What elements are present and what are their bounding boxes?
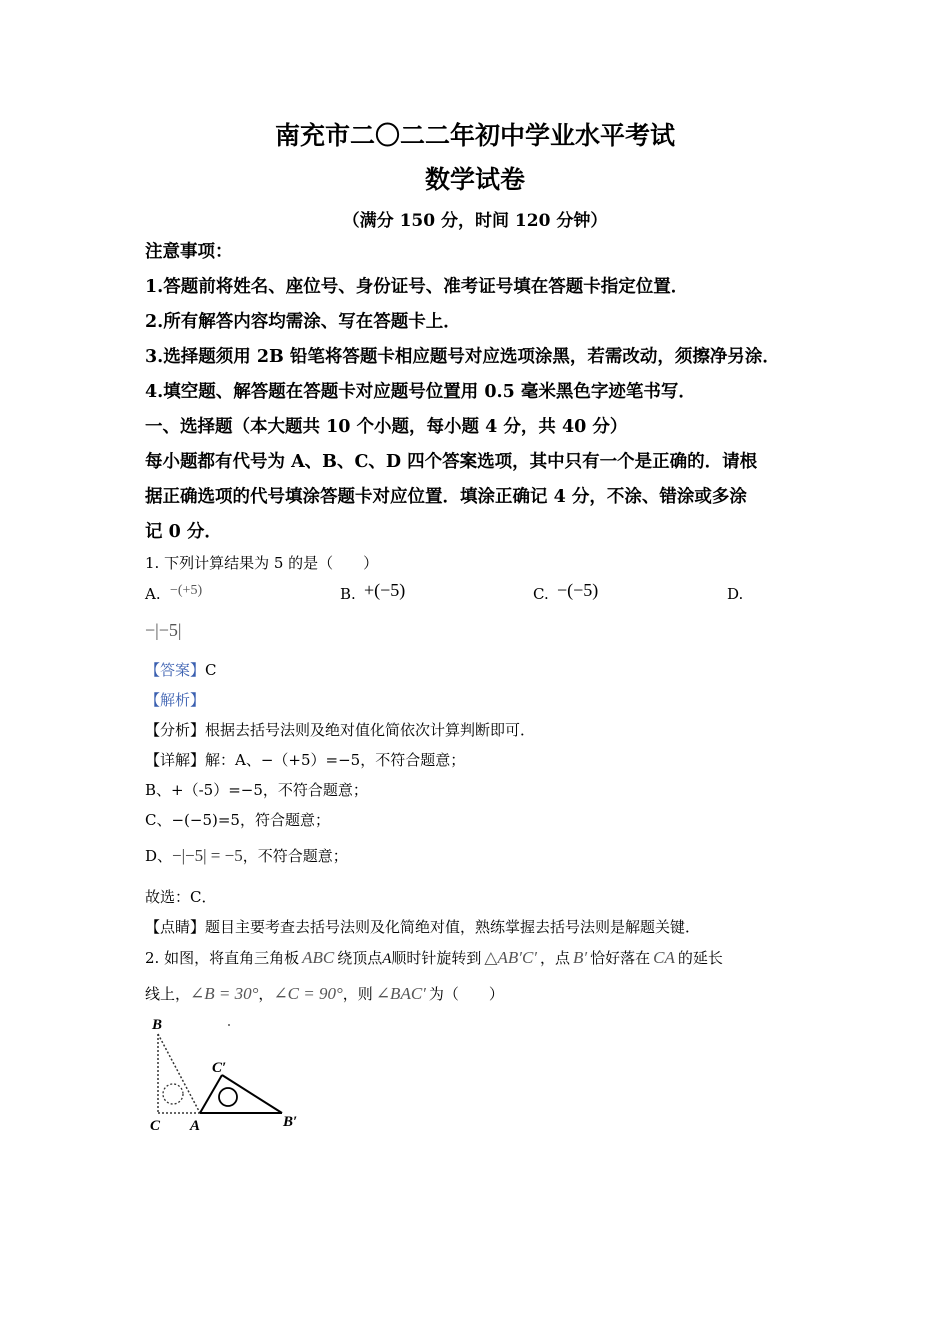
answer-value: C: [205, 661, 217, 679]
label-a: A: [190, 1118, 201, 1134]
q2-angle-c: ∠C = 90°: [273, 984, 343, 1003]
q2-pt-a: A: [382, 951, 392, 967]
q2-text: 绕顶点: [337, 949, 383, 967]
q2-text: 的延长: [677, 949, 723, 967]
label-b: B: [152, 1017, 163, 1033]
detail-d-expr: −|−5| = −5: [172, 846, 243, 865]
q1-option-c-label: C.: [533, 585, 549, 603]
segment-ab: [158, 1034, 200, 1113]
q2-tri: △AB′C′: [484, 948, 538, 967]
q2-text: ，: [258, 985, 274, 1003]
section-heading: 一、选择题（本大题共 10 个小题，每小题 4 分，共 40 分）: [145, 417, 628, 437]
inner-hole-dotted: [163, 1084, 183, 1104]
page-title: 南充市二〇二二年初中学业水平考试: [274, 121, 675, 150]
q2-line-1: [145, 947, 723, 968]
q1-detail-c: C、−(−5)=5，符合题意；: [145, 811, 330, 829]
note-item-2: 2.所有解答内容均需涂、写在答题卡上．: [145, 312, 461, 332]
note-item-3: 3.选择题须用 2B 铅笔将答题卡相应题号对应选项涂黑，若需改动，须擦净另涂．: [145, 347, 780, 367]
inner-hole-solid: [219, 1088, 237, 1106]
section-instruction-3: 记 0 分．: [145, 522, 222, 542]
q2-text: ，点: [540, 949, 571, 967]
answer-tag: 【答案】: [145, 661, 206, 679]
q2-text: ，则: [342, 985, 373, 1003]
q1-option-c-expr: −(−5): [557, 580, 599, 600]
q1-option-b-expr: +(−5): [364, 580, 406, 600]
q1-choose: 故选：C．: [145, 888, 217, 906]
q1-detail-d: [145, 845, 348, 866]
q1-option-a-label: A.: [145, 585, 161, 603]
q1-option-d-expr: −|−5|: [145, 620, 182, 640]
q1-stem: 1. 下列计算结果为 5 的是（ ）: [145, 554, 379, 572]
q2-text: 2. 如图，将直角三角板: [145, 949, 300, 967]
q2-text: 线上，: [145, 985, 191, 1003]
label-c-prime: C′: [212, 1060, 227, 1076]
q2-text: 顺时针旋转到: [391, 949, 482, 967]
label-b-prime: B′: [283, 1114, 298, 1130]
q2-angle-b: ∠B = 30°: [190, 984, 259, 1003]
section-instruction-2: 据正确选项的代号填涂答题卡对应位置．填涂正确记 4 分，不涂、错涂或多涂: [145, 487, 747, 507]
section-instruction-1: 每小题都有代号为 A、B、C、D 四个答案选项，其中只有一个是正确的．请根: [145, 452, 758, 472]
notes-heading: 注意事项：: [145, 242, 233, 262]
q2-angle-q: ∠BAC′: [375, 984, 426, 1003]
exam-info: （满分 150 分，时间 120 分钟）: [342, 211, 608, 231]
triangle-rotation-figure: [140, 1010, 330, 1135]
q1-option-d-label: D.: [727, 585, 744, 603]
q1-fenxi: 【分析】根据去括号法则及绝对值化简依次计算判断即可．: [145, 721, 536, 739]
q2-ca: CA: [653, 948, 675, 967]
q2-text: 为（ ）: [428, 985, 504, 1003]
q1-option-a-expr: −(+5): [170, 583, 203, 598]
q2-line-2: [145, 983, 504, 1004]
q1-comment: 【点睛】题目主要考查去括号法则及化简绝对值，熟练掌握去括号法则是解题关键．: [145, 918, 701, 936]
detail-d-prefix: D、: [145, 847, 173, 865]
segment-bc-prime: [222, 1075, 282, 1113]
q1-answer: [145, 659, 217, 680]
q2-text: 恰好落在: [590, 949, 651, 967]
paper-title: 数学试卷: [424, 165, 525, 194]
detail-d-suffix: ，不符合题意；: [242, 847, 348, 865]
analysis-tag: 【解析】: [145, 691, 206, 709]
q1-detail-b: B、+（-5）=−5，不符合题意；: [145, 781, 368, 799]
q2-abc: ABC: [302, 948, 335, 967]
q1-detail-a: 【详解】解：A、−（+5）=−5，不符合题意；: [145, 751, 466, 769]
q1-option-b-label: B.: [340, 585, 356, 603]
q2-pt-bp: B′: [573, 948, 588, 967]
note-item-1: 1.答题前将姓名、座位号、身份证号、准考证号填在答题卡指定位置．: [145, 277, 689, 297]
label-c: C: [150, 1118, 161, 1134]
note-item-4: 4.填空题、解答题在答题卡对应题号位置用 0.5 毫米黑色字迹笔书写．: [145, 382, 696, 402]
stray-dot: [228, 1024, 230, 1026]
